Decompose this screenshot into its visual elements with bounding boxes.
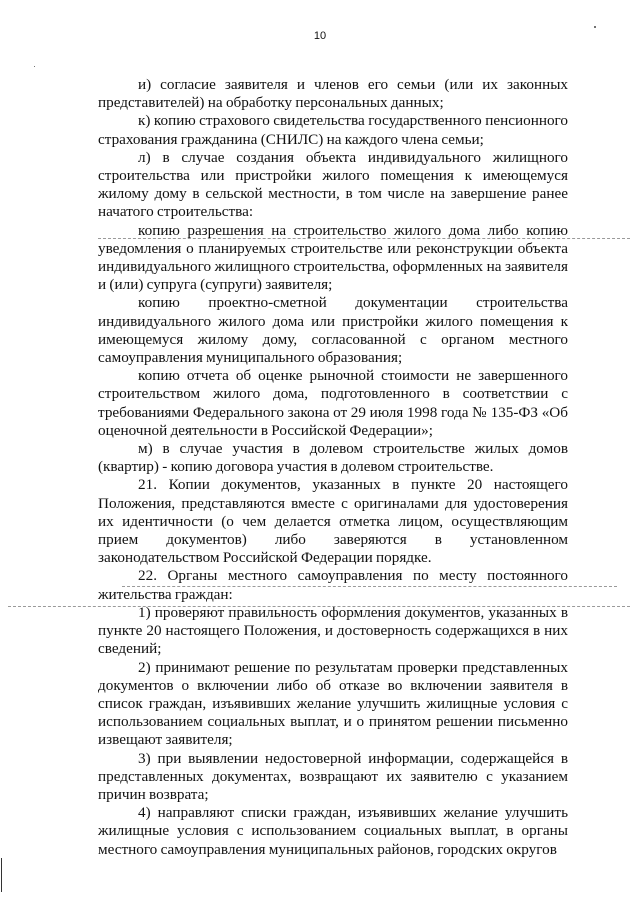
paragraph-22-item-2: 2) принимают решение по результатам проверки представленных документов о включении либо об отказе во включении заявителя в список граждан, изъявивших желание улучшить жилищные условия с использованием социальных выплат, и о принятом решении письменно извещают заявителя; xyxy=(98,658,568,749)
paragraph-valuation-report: копию отчета об оценке рыночной стоимости не завершенного строительством жилого дома, подготовленного в соответствии с требованиями Федерального закона от 29 июля 1998 года № 135-ФЗ «Об оценочной деятельности в Российской Федерации»; xyxy=(98,367,568,439)
scan-speck xyxy=(594,26,596,28)
paragraph-21: 21. Копии документов, указанных в пункте 20 настоящего Положения, представляются вместе с оригиналами для удостоверения их идентичности (о чем делается отметка лицом, осуществляющим прием документов) либо заверяются в установленном законодательством Российской Федерации порядке. xyxy=(98,476,568,567)
paragraph-design-estimate: копию проектно-сметной документации строительства индивидуального жилого дома или пристройки жилого помещения к имеющемуся жилому дому, согласованной с органом местного самоуправления муниципального образования; xyxy=(98,294,568,367)
document-body xyxy=(98,76,568,859)
scan-artifact-line xyxy=(98,238,630,239)
paragraph-building-permit: копию разрешения на строительство жилого дома либо копию уведомления о планируемых строительстве или реконструкции объекта индивидуального жилищного строительства, оформленных на заявителя и (или) супруга (супруги) заявителя; xyxy=(98,221,568,294)
paragraph-m: м) в случае участия в долевом строительстве жилых домов (квартир) - копию договора участия в долевом строительстве. xyxy=(98,440,568,476)
paragraph-l: л) в случае создания объекта индивидуального жилищного строительства или пристройки жилого помещения к имеющемуся жилому дому в сельской местности, в том числе на завершение ранее начатого строительства: xyxy=(98,148,568,221)
scan-edge-mark xyxy=(1,858,2,892)
paragraph-22: 22. Органы местного самоуправления по месту постоянного жительства граждан: xyxy=(98,567,568,603)
scan-speck xyxy=(34,66,35,67)
paragraph-i: и) согласие заявителя и членов его семьи (или их законных представителей) на обработку персональных данных; xyxy=(98,76,568,112)
paragraph-22-item-3: 3) при выявлении недостоверной информации, содержащейся в представленных документах, возвращают их заявителю с указанием причин возврата; xyxy=(98,749,568,803)
scan-artifact-line xyxy=(8,606,630,607)
paragraph-22-item-1: 1) проверяют правильность оформления документов, указанных в пункте 20 настоящего Положения, и достоверность содержащихся в них сведений; xyxy=(98,603,568,658)
page-number: 10 xyxy=(313,30,327,42)
paragraph-k: к) копию страхового свидетельства государственного пенсионного страхования гражданина (СНИЛС) на каждого члена семьи; xyxy=(98,112,568,148)
scan-artifact-line xyxy=(122,586,617,587)
paragraph-22-item-4: 4) направляют списки граждан, изъявивших желание улучшить жилищные условия с использованием социальных выплат, в органы местного самоуправления муниципальных районов, городских округов xyxy=(98,804,568,858)
